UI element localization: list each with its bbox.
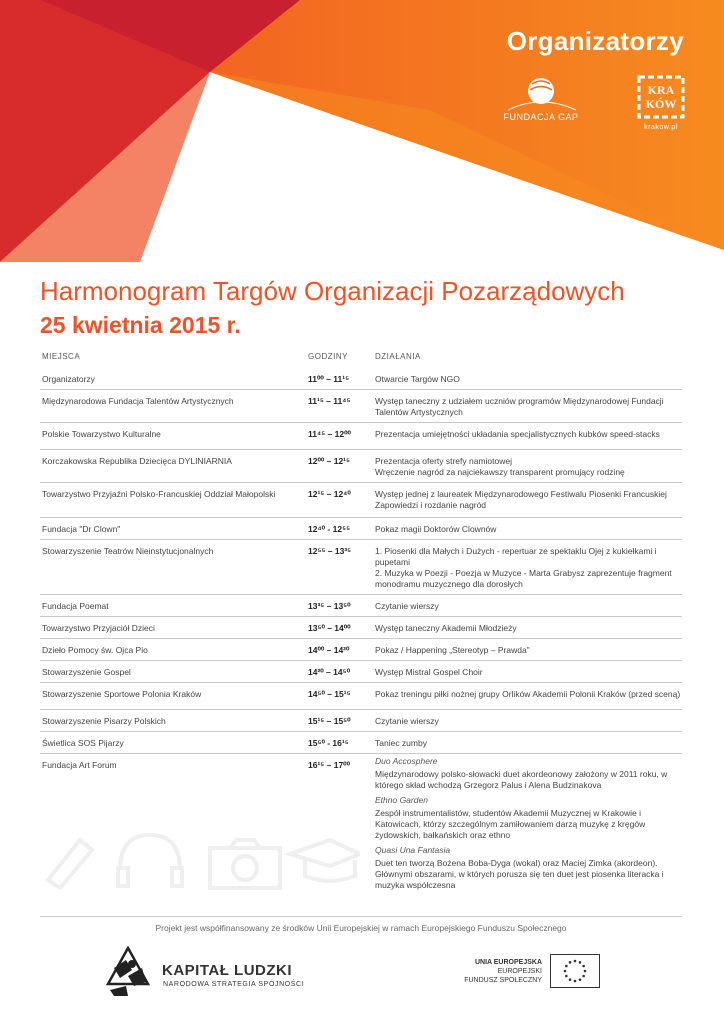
row-hours: 11⁰⁰ – 11¹⁵ (308, 374, 350, 384)
column-header-activities: DZIAŁANIA (375, 352, 421, 361)
row-place: Fundacja Poemat (42, 601, 109, 611)
activity-line: Pokaz treningu piłki nożnej grupy Orlików Akademii Polonii Kraków (przed sceną) (375, 689, 681, 699)
column-header-places: MIEJSCA (42, 352, 81, 361)
row-place: Towarzystwo Przyjaciół Dzieci (42, 623, 155, 633)
row-place: Międzynarodowa Fundacja Talentów Artystycznych (42, 396, 234, 406)
activity-line: Taniec zumby (375, 738, 427, 748)
row-hours: 12⁰⁰ – 12¹⁵ (308, 456, 350, 466)
row-place: Stowarzyszenie Pisarzy Polskich (42, 716, 166, 726)
activity-line: Czytanie wierszy (375, 716, 439, 726)
row-activity (375, 639, 682, 660)
activity-line: 1. Piosenki dla Małych i Dużych - repertuar ze spektaklu Ojej z kukiełkami i pupetami (375, 546, 657, 567)
activity-line: Prezentacja umiejętności układania specjalistycznych kubków speed-stacks (375, 429, 660, 439)
decorative-icons (40, 820, 360, 890)
table-row (40, 661, 682, 683)
row-hours: 14²⁰ – 14⁵⁰ (308, 667, 350, 677)
gap-circle-icon (496, 74, 586, 114)
row-hours: 16¹⁵ – 17⁰⁰ (308, 760, 350, 770)
table-row (40, 368, 682, 390)
row-activity (375, 518, 682, 539)
row-hours: 15⁵⁰ - 16¹⁵ (308, 738, 349, 748)
activity-line: Wręczenie nagród za najciekawszy transparent promujący rodzinę (375, 467, 625, 477)
eu-star-icon (582, 965, 585, 968)
table-row (40, 483, 682, 518)
camera-lens-icon (233, 856, 257, 880)
group-description: Duet ten tworzą Bożena Boba-Dyga (wokal) oraz Maciej Zimka (akordeon). Głównymi obszarami, w których porusza się ten duet jest piosenka literacka i muzyka współczesna (375, 858, 664, 890)
table-row (40, 732, 682, 754)
row-place: Organizatorzy (42, 374, 95, 384)
row-activity (375, 368, 682, 389)
table-row (40, 617, 682, 639)
organizers-heading: Organizatorzy (506, 26, 684, 56)
kapital-ludzki-title: KAPITAŁ LUDZKI (162, 962, 293, 979)
row-hours: 14⁰⁰ – 14²⁰ (308, 645, 350, 655)
eu-star-icon (569, 978, 572, 981)
activity-line: Występ Mistral Gospel Choir (375, 667, 483, 677)
fundacja-gap-logo (496, 74, 586, 128)
pencil-icon (48, 840, 92, 888)
activity-line: Pokaz / Happening „Stereotyp – Prawda" (375, 645, 530, 655)
gap-logo-label: FUNDACJA GAP (503, 112, 579, 122)
eu-star-icon (565, 975, 568, 978)
krakow-mark-icon (636, 74, 686, 122)
eu-star-icon (584, 970, 587, 973)
table-row (40, 639, 682, 661)
row-activity (375, 732, 682, 753)
group-name: Quasi Una Fantasia (375, 845, 451, 855)
row-hours: 13⁵⁰ – 14⁰⁰ (308, 623, 351, 633)
row-activity (375, 754, 682, 899)
row-place: Stowarzyszenie Teatrów Nieinstytucjonalnych (42, 546, 214, 556)
row-hours: 12¹⁵ – 12⁴⁰ (308, 489, 351, 499)
row-hours: 11¹⁵ – 11⁴⁵ (308, 396, 351, 406)
kapital-ludzki-logo-icon (106, 946, 150, 998)
row-place: Fundacja Art Forum (42, 760, 117, 770)
row-activity (375, 423, 682, 444)
group-name: Duo Accosphere (375, 756, 438, 766)
table-row (40, 518, 682, 540)
eu-star-icon (565, 965, 568, 968)
eu-star-icon (574, 980, 577, 983)
svg-text:KRA: KRA (647, 83, 675, 97)
column-header-hours: GODZINY (308, 352, 348, 361)
row-activity (375, 617, 682, 638)
row-activity (375, 540, 682, 594)
table-row (40, 683, 682, 710)
row-place: Dzieło Pomocy św. Ojca Pio (42, 645, 148, 655)
eu-line-3: FUNDUSZ SPOŁECZNY (464, 977, 542, 984)
activity-line: Występ taneczny z udziałem uczniów programów Międzynarodowej Fundacji Talentów Artystycznych (375, 396, 664, 417)
eu-fund-text (440, 958, 542, 985)
group-description: Zespół instrumentalistów, studentów Akademii Muzycznej w Krakowie i Katowicach, którzy szczególnym zamiłowaniem darzą muzykę z kręgów żydowskich, bałkańskich oraz ethno (375, 808, 646, 840)
row-activity (375, 710, 682, 731)
eu-line-1: UNIA EUROPEJSKA (474, 959, 542, 966)
row-hours: 12⁵⁵ – 13³⁵ (308, 546, 352, 556)
row-place: Korczakowska Republika Dziecięca DYLINIARNIA (42, 456, 232, 466)
graduation-cap-icon (290, 840, 360, 881)
row-activity (375, 483, 682, 515)
eu-line-2: EUROPEJSKI (497, 968, 542, 975)
row-hours: 11⁴⁵ – 12⁰⁰ (308, 429, 351, 439)
funding-note: Projekt jest współfinansowany ze środków Unii Europejskiej w ramach Europejskiego Funduszu Społecznego (40, 916, 682, 933)
headphones-icon (118, 835, 182, 886)
activity-line: Występ taneczny Akademii Młodzieży (375, 623, 517, 633)
group-name: Ethno Garden (375, 795, 428, 805)
row-activity (375, 661, 682, 682)
row-place: Stowarzyszenie Gospel (42, 667, 131, 677)
row-place: Fundacja "Dr Clown" (42, 524, 121, 534)
row-hours: 14⁵⁰ – 15¹⁵ (308, 689, 351, 699)
table-row (40, 595, 682, 617)
row-activity (375, 595, 682, 616)
eu-star-icon (579, 978, 582, 981)
activity-line: Czytanie wierszy (375, 601, 439, 611)
row-place: Stowarzyszenie Sportowe Polonia Kraków (42, 689, 202, 699)
eu-star-icon (579, 961, 582, 964)
table-row (40, 450, 682, 483)
table-row (40, 423, 682, 450)
kapital-ludzki-subtitle: NARODOWA STRATEGIA SPÓJNOŚCI (163, 981, 305, 988)
row-activity (375, 683, 682, 704)
table-row (40, 710, 682, 732)
eu-flag-icon (550, 954, 600, 988)
activity-line: 2. Muzyka w Poezji - Poezja w Muzyce - Marta Grabysz zaprezentuje fragment monodramu muzycznego dla dorosłych (375, 568, 672, 589)
activity-line: Prezentacja oferty strefy namiotowej (375, 456, 513, 466)
row-hours: 13³⁵ – 13⁵⁰ (308, 601, 351, 611)
eu-star-icon (574, 960, 577, 963)
row-hours: 12⁴⁰ - 12⁵⁵ (308, 524, 351, 534)
row-activity (375, 450, 682, 482)
eu-star-icon (569, 961, 572, 964)
krakow-logo (636, 74, 686, 134)
activity-line: Otwarcie Targów NGO (375, 374, 460, 384)
eu-star-icon (564, 970, 567, 973)
krakow-url: krakow.pl (644, 124, 678, 131)
document-date: 25 kwietnia 2015 r. (40, 312, 241, 338)
activity-line: Pokaz magii Doktorów Clownów (375, 524, 497, 534)
table-row (40, 540, 682, 595)
row-place: Towarzystwo Przyjaźni Polsko-Francuskiej Oddział Małopolski (42, 489, 276, 499)
eu-star-icon (582, 975, 585, 978)
row-hours: 15¹⁵ – 15⁵⁰ (308, 716, 351, 726)
row-place: Polskie Towarzystwo Kulturalne (42, 429, 161, 439)
svg-text:KÓW: KÓW (645, 97, 677, 111)
row-activity (375, 390, 682, 422)
table-row (40, 390, 682, 423)
activity-line: Występ jednej z laureatek Międzynarodowego Festiwalu Piosenki Francuskiej Zapowiedzi i rozdanie nagród (375, 489, 667, 510)
document-title: Harmonogram Targów Organizacji Pozarządowych (40, 276, 625, 306)
row-place: Świetlica SOS Pijarzy (42, 738, 124, 748)
group-description: Międzynarodowy polsko-słowacki duet akordeonowy założony w 2011 roku, w którego skład wchodzą Grzegorz Palus i Alena Budzinakova (375, 769, 668, 790)
